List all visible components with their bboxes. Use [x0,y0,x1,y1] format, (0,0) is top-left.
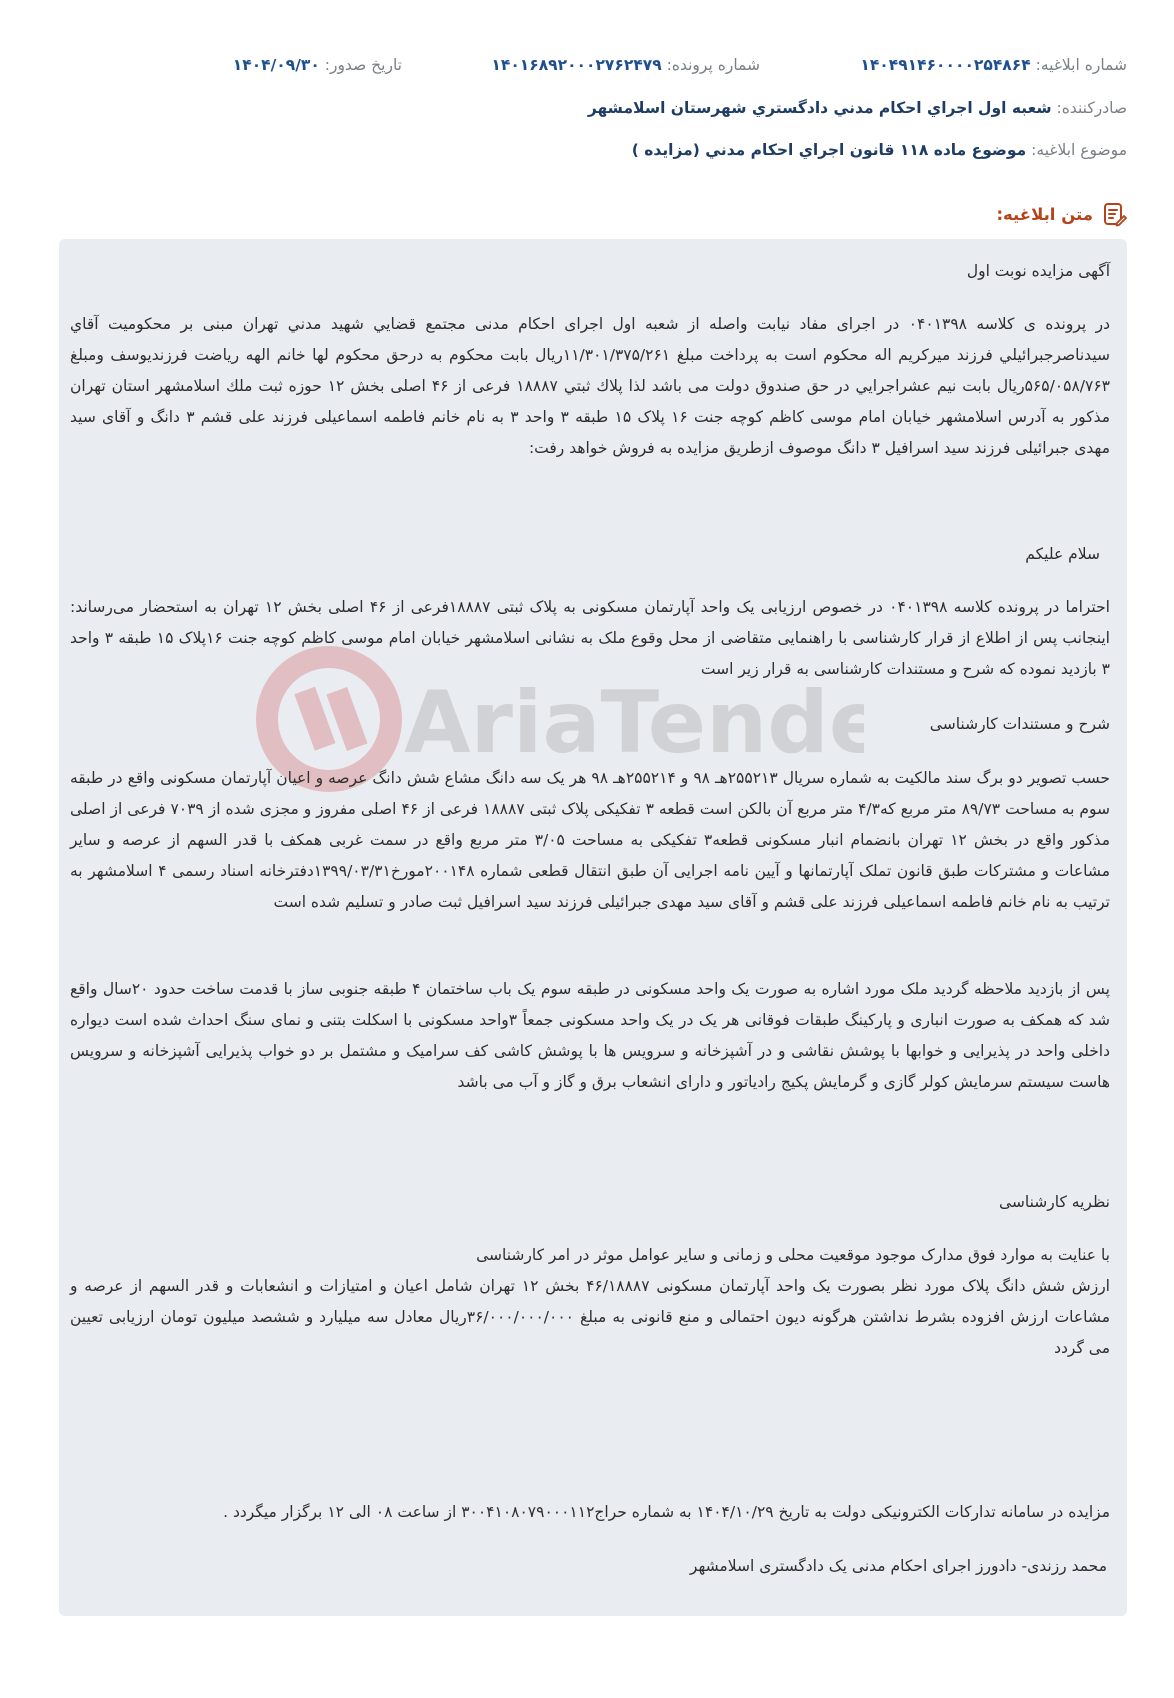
greeting: سلام علیکم [1025,545,1100,563]
issuer-row [47,99,1127,117]
watermark-text: AriaTende [404,673,864,773]
signature: محمد رزندی- دادورز اجرای احکام مدنی یک دادگستری اسلامشهر [689,1557,1107,1575]
subject-label: موضوع ابلاغيه: [1031,141,1127,159]
notice-content-box [59,239,1127,1616]
notice-number [860,56,1127,74]
case-number-label: شماره پرونده: [666,56,760,74]
auction-heading: آگهی مزایده نوبت اول [966,262,1110,280]
issuer-label: صادرکننده: [1056,99,1127,117]
expert-docs-heading: شرح و مستندات کارشناسی [929,715,1110,733]
subject-value: موضوع ماده ۱۱۸ قانون اجراي احكام مدني (مزايده ) [631,141,1027,159]
notice-text-title: متن ابلاغيه: [996,204,1093,224]
paragraph-inspection: پس از بازدید ملاحظه گردید ملک مورد اشاره به صورت یک واحد مسکونی در طبقه سوم یک باب ساختمان ۴ طبقه جنوبی ساز با قدمت ساخت حدود ۲۰سال واقع شد که همکف به صورت انباری و پارکینگ طبقات فوقانی هر یک در یک واحد مسکونی جمعاً ۳واحد مسکونی با اسکلت بتنی و نمای سنگ احداث شده است دیواره داخلی واحد در پذیرایی و خوابها با پوشش نقاشی و در آشپزخانه و سرویس ها با پوشش کاشی کف سرامیک و مشتمل بر دو خواب پذیرایی آشپزخانه و سرویس هاست سیستم سرمایش کولر گازی و گرمایش پکیج رادیاتور و دارای انشعاب برق و گاز و آب می باشد [70,980,1110,1091]
notice-number-value: ۱۴۰۴۹۱۴۶۰۰۰۰۲۵۴۸۶۴ [860,56,1031,74]
paragraph-auction-date: مزایده در سامانه تدارکات الکترونیکی دولت به تاریخ ۱۴۰۴/۱۰/۲۹ به شماره حراج۳۰۰۴۱۰۸۰۷۹۰۰۰۱۱۲ از ساعت ۰۸ الی ۱۲ برگزار میگردد . [223,1503,1110,1521]
paragraph-deed-description: حسب تصویر دو برگ سند مالکیت به شماره سریال ۲۵۵۲۱۳هـ ۹۸ و ۲۵۵۲۱۴هـ ۹۸ هر یک سه دانگ مشاع شش دانگ عرصه و اعیان آپارتمان مسکونی واقع در طبقه سوم به مساحت ۸۹/۷۳ متر مربع که۴/۳ متر مربع آن بالکن است قطعه ۳ تفکیکی پلاک ثبتی ۱۸۸۸۷ فرعی از ۴۶ اصلی مفروز و مجزی شده از ۷۰۳۹ فرعی از اصلی مذکور واقع در بخش ۱۲ تهران بانضمام انبار مسکونی قطعه۳ تفکیکی به مساحت ۳/۰۵ متر مربع واقع در سمت غربی همکف با قدر السهم از عرصه و سایر مشاعات و مشترکات طبق قانون تملک آپارتمانها و آیین نامه اجرایی آن طبق انتقال قطعی شماره ۲۰۰۱۴۸مورخ۱۳۹۹/۰۳/۳۱دفترخانه اسناد رسمی ۴ اسلامشهر به ترتیب به نام خانم فاطمه اسماعیلی فرزند علی قشم و آقای سید مهدی جبرائیلی فرزند سید اسرافیل ثبت صادر و تسلیم شده است [70,769,1111,911]
issue-date-value: ۱۴۰۴/۰۹/۳۰ [232,56,320,74]
header-meta-row [47,56,1127,80]
issue-date [233,56,402,74]
paragraph-valuation: ارزش شش دانگ پلاک مورد نظر بصورت یک واحد آپارتمان مسکونی ۴۶/۱۸۸۸۷ بخش ۱۲ تهران شامل اعیان و امتیازات و انشعابات و قدر السهم از عرصه و مشاعات ارزش افزوده بشرط نداشتن هرگونه دیون احتمالی و منع قانونی به مبلغ ۳۶/۰۰۰/۰۰۰/۰۰۰ریال معادل سه میلیارد و ششصد میلیون تومان ارزیابی تعیین می گردد [70,1277,1110,1357]
paragraph-expert-intro: احتراما در پرونده کلاسه ۰۴۰۱۳۹۸ در خصوص ارزیابی یک واحد آپارتمان مسکونی به پلاک ثبتی ۱۸۸۸۷فرعی از ۴۶ اصلی بخش ۱۲ تهران به استحضار می‌رساند: اینجانب پس از اطلاع از قرار کارشناسی با راهنمایی متقاضی از محل وقوع ملک به نشانی اسلامشهر خیابان امام موسی کاظم کوچه جنت ۱۶پلاک ۱۵ طبقه ۳ واحد ۳ بازدید نموده که شرح و مستندات کارشناسی به قرار زیر است [70,598,1110,678]
document-icon [1101,201,1127,227]
issuer-value: شعبه اول اجراي احكام مدني دادگستري شهرستان اسلامشهر [587,99,1052,117]
notice-number-label: شماره ابلاغيه: [1035,56,1127,74]
paragraph-considerations: با عنایت به موارد فوق مدارک موجود موقعیت محلی و زمانی و سایر عوامل موثر در امر کارشناسی [476,1246,1110,1264]
notice-text-section-title [996,199,1127,229]
case-number-value: ۱۴۰۱۶۸۹۲۰۰۰۲۷۶۲۴۷۹ [491,56,662,74]
subject-row [47,141,1127,159]
case-number [491,56,760,74]
issue-date-label: تاريخ صدور: [324,56,402,74]
paragraph-case-intro: در پرونده ی کلاسه ۰۴۰۱۳۹۸ در اجرای مفاد نیابت واصله از شعبه اول اجرای احکام مدنی مجتمع قضايي شهيد مدني تهران مبنی بر محکومیت آقاي سيدناصرجبرائیلي فرزند ميركريم اله محکوم است به پرداخت مبلغ ۱۱/۳۰۱/۳۷۵/۲۶۱ريال بابت محکوم به درحق محکوم لها خانم الهه رياضت فرزنديوسف ومبلغ ۵۶۵/۰۵۸/۷۶۳ريال بابت نيم عشراجرايي در حق صندوق دولت می باشد لذا پلاك ثبتي ۱۸۸۸۷ فرعی از ۴۶ اصلی بخش ۱۲ حوزه ثبت ملك اسلامشهر استان تهران مذکور به آدرس اسلامشهر خیابان امام موسی کاظم کوچه جنت ۱۶ پلاک ۱۵ طبقه ۳ واحد ۳ به نام خانم فاطمه اسماعیلی فرزند علی قشم ۳ دانگ و آقای سید مهدی جبرائیلی فرزند سید اسرافیل ۳ دانگ موصوف ازطریق مزایده به فروش خواهد رفت: [70,315,1111,457]
expert-opinion-heading: نظریه کارشناسی [998,1193,1110,1211]
